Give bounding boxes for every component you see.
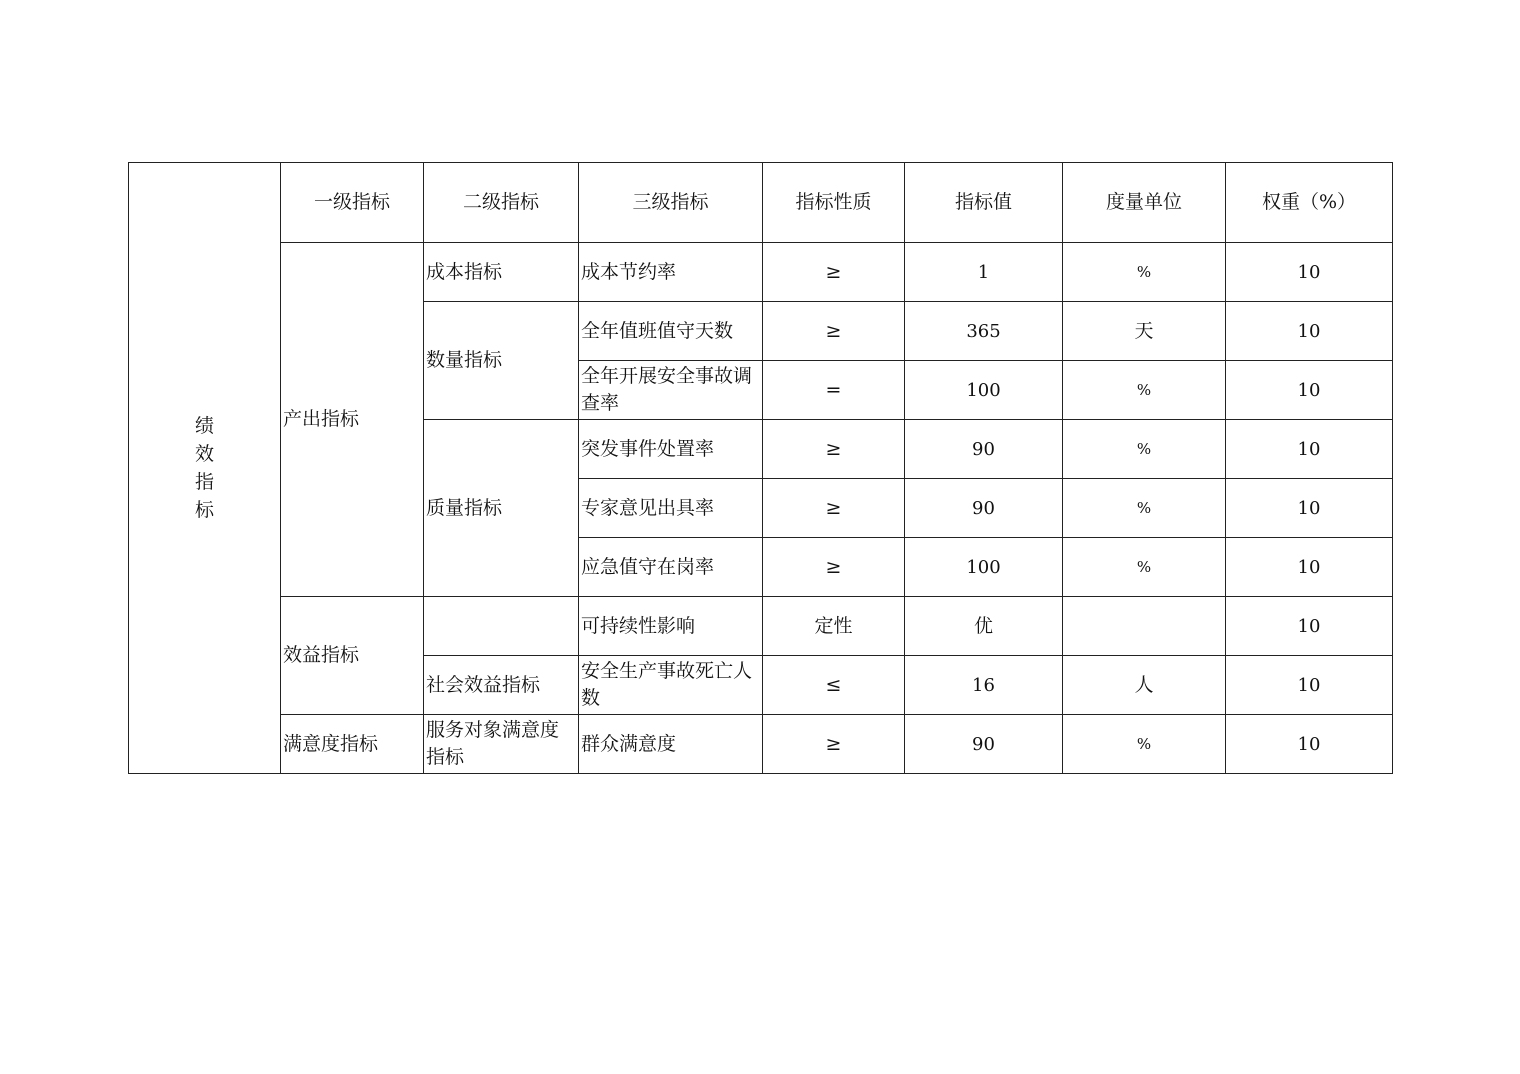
- level2-cell: 质量指标: [424, 420, 579, 597]
- header-value: 指标值: [905, 163, 1063, 243]
- header-level2: 二级指标: [424, 163, 579, 243]
- value-cell: 1: [905, 243, 1063, 302]
- level3-cell: 可持续性影响: [579, 597, 763, 656]
- level3-cell: 突发事件处置率: [579, 420, 763, 479]
- weight-cell: 10: [1226, 361, 1393, 420]
- header-level1: 一级指标: [281, 163, 424, 243]
- nature-cell: 定性: [763, 597, 905, 656]
- weight-cell: 10: [1226, 538, 1393, 597]
- unit-cell: [1063, 597, 1226, 656]
- value-cell: 16: [905, 656, 1063, 715]
- table-row: [129, 715, 1393, 774]
- unit-cell: %: [1063, 479, 1226, 538]
- level3-cell: 专家意见出具率: [579, 479, 763, 538]
- value-cell: 100: [905, 361, 1063, 420]
- nature-cell: ≤: [763, 656, 905, 715]
- weight-cell: 10: [1226, 479, 1393, 538]
- level3-cell: 成本节约率: [579, 243, 763, 302]
- performance-indicator-table: [128, 162, 1393, 774]
- level2-cell: 服务对象满意度指标: [424, 715, 579, 774]
- unit-cell: %: [1063, 243, 1226, 302]
- level1-cell: 产出指标: [281, 243, 424, 597]
- level1-cell: 满意度指标: [281, 715, 424, 774]
- weight-cell: 10: [1226, 656, 1393, 715]
- nature-cell: ≥: [763, 715, 905, 774]
- header-level3: 三级指标: [579, 163, 763, 243]
- nature-cell: ≥: [763, 420, 905, 479]
- value-cell: 365: [905, 302, 1063, 361]
- unit-cell: 天: [1063, 302, 1226, 361]
- level3-cell: 全年开展安全事故调查率: [579, 361, 763, 420]
- level2-cell: 社会效益指标: [424, 656, 579, 715]
- group-label: 绩效指标: [194, 415, 214, 521]
- header-weight: 权重（%）: [1226, 163, 1393, 243]
- nature-cell: ≥: [763, 538, 905, 597]
- level3-cell: 全年值班值守天数: [579, 302, 763, 361]
- table-row: [129, 243, 1393, 302]
- unit-cell: %: [1063, 715, 1226, 774]
- level1-cell: 效益指标: [281, 597, 424, 715]
- nature-cell: ≥: [763, 479, 905, 538]
- group-label-cell: [129, 163, 281, 774]
- level3-cell: 应急值守在岗率: [579, 538, 763, 597]
- nature-cell: ≥: [763, 243, 905, 302]
- value-cell: 90: [905, 479, 1063, 538]
- weight-cell: 10: [1226, 420, 1393, 479]
- value-cell: 90: [905, 715, 1063, 774]
- value-cell: 优: [905, 597, 1063, 656]
- level2-cell: 数量指标: [424, 302, 579, 420]
- header-row: [129, 163, 1393, 243]
- header-nature: 指标性质: [763, 163, 905, 243]
- weight-cell: 10: [1226, 243, 1393, 302]
- level2-cell: [424, 597, 579, 656]
- unit-cell: %: [1063, 538, 1226, 597]
- unit-cell: 人: [1063, 656, 1226, 715]
- unit-cell: %: [1063, 361, 1226, 420]
- nature-cell: =: [763, 361, 905, 420]
- weight-cell: 10: [1226, 302, 1393, 361]
- header-unit: 度量单位: [1063, 163, 1226, 243]
- weight-cell: 10: [1226, 597, 1393, 656]
- unit-cell: %: [1063, 420, 1226, 479]
- weight-cell: 10: [1226, 715, 1393, 774]
- nature-cell: ≥: [763, 302, 905, 361]
- level3-cell: 安全生产事故死亡人数: [579, 656, 763, 715]
- level2-cell: 成本指标: [424, 243, 579, 302]
- value-cell: 100: [905, 538, 1063, 597]
- level3-cell: 群众满意度: [579, 715, 763, 774]
- table-row: [129, 597, 1393, 656]
- value-cell: 90: [905, 420, 1063, 479]
